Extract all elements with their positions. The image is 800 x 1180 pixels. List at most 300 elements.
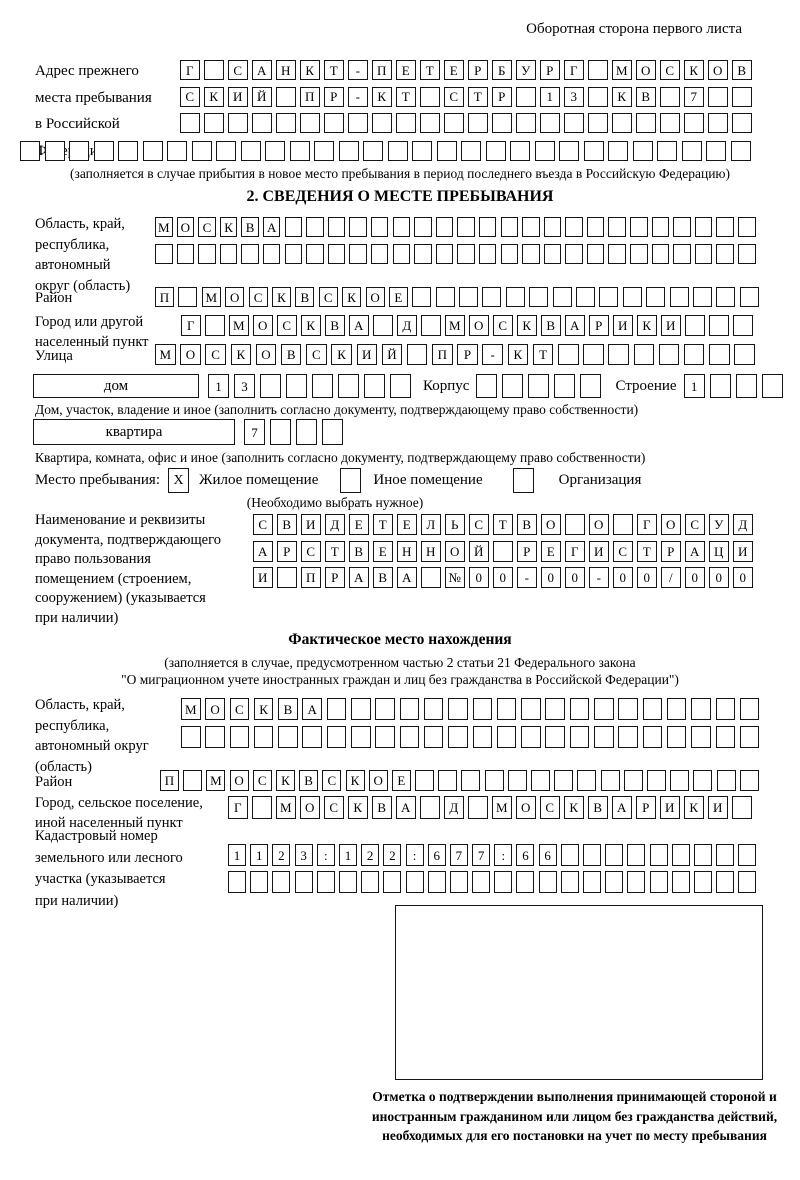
char-cell: К — [612, 87, 632, 107]
char-cell: О — [469, 315, 489, 336]
char-cell: М — [229, 315, 249, 336]
char-cell: А — [565, 315, 585, 336]
char-cell — [716, 844, 734, 866]
char-cell — [733, 315, 753, 336]
char-cell — [349, 244, 367, 264]
char-cell — [339, 141, 359, 161]
char-cell: 1 — [228, 844, 246, 866]
char-cell: С — [685, 514, 705, 535]
char-cell — [708, 87, 728, 107]
char-cell: Т — [325, 541, 345, 562]
char-cell — [276, 87, 296, 107]
char-cell — [285, 244, 303, 264]
char-cell — [421, 567, 441, 588]
char-cell — [290, 141, 310, 161]
char-cell — [693, 287, 712, 307]
char-cell — [618, 726, 638, 748]
label-line: документа, подтверждающего — [35, 531, 221, 548]
char-cell: В — [588, 796, 608, 819]
char-cell — [643, 726, 663, 748]
char-cell: В — [299, 770, 318, 791]
char-cell: Т — [468, 87, 488, 107]
char-cell — [577, 770, 596, 791]
actual-location-title: Фактическое место нахождения — [288, 631, 512, 648]
char-cell: И — [661, 315, 681, 336]
char-cell — [296, 419, 317, 445]
char-cell — [482, 287, 501, 307]
char-cell: П — [432, 344, 453, 365]
korpus-label: Корпус — [423, 377, 470, 394]
label-line: Область, край, — [35, 216, 125, 232]
char-cell — [493, 541, 513, 562]
char-cell: О — [369, 770, 388, 791]
char-cell: К — [254, 698, 274, 720]
char-cell — [436, 244, 454, 264]
char-cell: В — [281, 344, 302, 365]
char-cell — [583, 844, 601, 866]
stay-other-checkbox — [340, 468, 361, 493]
char-cell — [436, 217, 454, 237]
char-cell — [762, 374, 783, 398]
char-cell: Б — [492, 60, 512, 80]
document-row-2 — [253, 541, 753, 562]
char-cell — [667, 726, 687, 748]
char-cell: К — [204, 87, 224, 107]
char-cell: Н — [276, 60, 296, 80]
char-cell — [198, 244, 216, 264]
char-cell: С — [180, 87, 200, 107]
char-cell — [599, 287, 618, 307]
char-cell — [497, 726, 517, 748]
char-cell — [393, 244, 411, 264]
char-cell — [583, 871, 601, 893]
char-cell — [472, 871, 490, 893]
char-cell: 1 — [339, 844, 357, 866]
char-cell: 0 — [637, 567, 657, 588]
char-cell: М — [492, 796, 512, 819]
char-cell — [684, 344, 705, 365]
char-cell — [328, 217, 346, 237]
char-cell — [457, 244, 475, 264]
char-cell — [216, 141, 236, 161]
char-cell: - — [517, 567, 537, 588]
char-cell — [286, 374, 307, 398]
char-cell — [338, 374, 359, 398]
char-cell: Г — [228, 796, 248, 819]
char-cell — [468, 113, 488, 133]
char-cell — [424, 726, 444, 748]
cadastral-row-2 — [228, 871, 756, 893]
char-cell — [650, 871, 668, 893]
char-cell: Е — [392, 770, 411, 791]
char-cell: И — [660, 796, 680, 819]
char-cell — [673, 217, 691, 237]
char-cell — [584, 141, 604, 161]
char-cell: Р — [457, 344, 478, 365]
char-cell: М — [202, 287, 221, 307]
char-cell — [228, 871, 246, 893]
char-cell: К — [564, 796, 584, 819]
char-cell: О — [205, 698, 225, 720]
char-cell — [393, 217, 411, 237]
char-cell: № — [445, 567, 465, 588]
char-cell: Д — [444, 796, 464, 819]
char-cell — [205, 726, 225, 748]
char-cell — [406, 871, 424, 893]
char-cell: В — [373, 567, 393, 588]
actual-district-row — [160, 770, 759, 791]
char-cell: И — [357, 344, 378, 365]
char-cell — [652, 217, 670, 237]
char-cell: О — [445, 541, 465, 562]
char-cell: А — [349, 315, 369, 336]
label-line: республика, — [35, 717, 110, 734]
char-cell: 0 — [685, 567, 705, 588]
char-cell — [559, 141, 579, 161]
char-cell: Р — [589, 315, 609, 336]
label-line: право пользования — [35, 551, 151, 567]
char-cell — [608, 141, 628, 161]
char-cell — [565, 217, 583, 237]
char-cell: Т — [420, 60, 440, 80]
char-cell — [351, 698, 371, 720]
cadastral-rows — [228, 844, 756, 898]
char-cell — [400, 698, 420, 720]
cadastral-label — [35, 826, 225, 912]
char-cell — [738, 217, 756, 237]
label-line: Адрес прежнего — [35, 63, 139, 79]
char-cell: Н — [397, 541, 417, 562]
char-cell: Е — [349, 514, 369, 535]
street-row — [155, 344, 755, 365]
char-cell: 7 — [472, 844, 490, 866]
char-cell: Й — [469, 541, 489, 562]
char-cell — [708, 113, 728, 133]
char-cell — [254, 726, 274, 748]
document-label — [35, 511, 265, 628]
char-cell — [732, 87, 752, 107]
label-line: Город или другой — [35, 314, 144, 330]
char-cell: Т — [373, 514, 393, 535]
char-cell — [740, 287, 759, 307]
char-cell — [486, 141, 506, 161]
char-cell: К — [342, 287, 361, 307]
char-cell — [709, 315, 729, 336]
char-cell — [450, 871, 468, 893]
label-line: Город, сельское поселение, — [35, 795, 203, 811]
char-cell: 3 — [564, 87, 584, 107]
stay-organization-label: Организация — [558, 472, 642, 488]
char-cell: Е — [396, 60, 416, 80]
char-cell: 7 — [244, 419, 265, 445]
char-cell — [710, 374, 731, 398]
char-cell: Г — [181, 315, 201, 336]
char-cell — [178, 287, 197, 307]
char-cell: И — [301, 514, 321, 535]
char-cell — [373, 315, 393, 336]
char-cell: 0 — [469, 567, 489, 588]
char-cell — [285, 217, 303, 237]
char-cell — [181, 726, 201, 748]
char-cell — [691, 698, 711, 720]
char-cell: : — [317, 844, 335, 866]
label-line: сооружением) (указывается — [35, 590, 206, 606]
char-cell: 7 — [450, 844, 468, 866]
char-cell: : — [406, 844, 424, 866]
char-cell — [473, 698, 493, 720]
char-cell: А — [263, 217, 281, 237]
label-line: республика, — [35, 236, 110, 253]
stay-type-note: (Необходимо выбрать нужное) — [246, 495, 424, 510]
char-cell — [716, 217, 734, 237]
char-cell — [553, 287, 572, 307]
char-cell — [736, 374, 757, 398]
char-cell: О — [300, 796, 320, 819]
char-cell: Г — [565, 541, 585, 562]
char-cell — [204, 113, 224, 133]
actual-region-row-1 — [181, 698, 759, 720]
previous-address-row-4 — [20, 141, 751, 161]
char-cell — [228, 113, 248, 133]
char-cell: О — [516, 796, 536, 819]
section2-title: 2. СВЕДЕНИЯ О МЕСТЕ ПРЕБЫВАНИЯ — [246, 188, 554, 205]
char-cell: С — [444, 87, 464, 107]
char-cell — [351, 726, 371, 748]
char-cell — [565, 244, 583, 264]
label-line: при наличии) — [35, 609, 119, 626]
flat-number-cells — [244, 419, 343, 445]
char-cell — [476, 374, 497, 398]
char-cell — [396, 113, 416, 133]
char-cell: И — [589, 541, 609, 562]
char-cell — [20, 141, 40, 161]
char-cell — [716, 726, 736, 748]
char-cell: П — [372, 60, 392, 80]
char-cell: 0 — [709, 567, 729, 588]
char-cell — [535, 141, 555, 161]
char-cell: В — [325, 315, 345, 336]
char-cell — [420, 796, 440, 819]
char-cell — [204, 60, 224, 80]
char-cell: С — [301, 541, 321, 562]
char-cell: С — [469, 514, 489, 535]
char-cell: Л — [421, 514, 441, 535]
char-cell — [691, 726, 711, 748]
document-row-3 — [253, 567, 753, 588]
char-cell — [539, 871, 557, 893]
previous-address-row-2 — [180, 87, 752, 107]
char-cell — [740, 698, 760, 720]
char-cell: Е — [541, 541, 561, 562]
char-cell — [564, 113, 584, 133]
char-cell: И — [228, 87, 248, 107]
char-cell — [545, 698, 565, 720]
char-cell — [241, 244, 259, 264]
char-cell: К — [508, 344, 529, 365]
char-cell — [322, 419, 343, 445]
char-cell — [372, 113, 392, 133]
char-cell: П — [301, 567, 321, 588]
stroenie-cells — [684, 374, 783, 398]
char-cell — [494, 871, 512, 893]
char-cell — [436, 287, 455, 307]
confirmation-stamp-caption: Отметка о подтверждении выполнения принимающей стороной и иностранным гражданином или лицом без гражданства действий, необходимых для его постановки на учет по месту пребывания — [371, 1089, 778, 1143]
char-cell — [177, 244, 195, 264]
char-cell: Е — [397, 514, 417, 535]
char-cell — [270, 419, 291, 445]
char-cell — [732, 113, 752, 133]
char-cell — [608, 244, 626, 264]
char-cell: С — [324, 796, 344, 819]
char-cell — [306, 244, 324, 264]
char-cell: С — [306, 344, 327, 365]
previous-address-note: (заполняется в случае прибытия в новое место пребывания в период последнего въезда в Российскую Федерацию) — [69, 166, 731, 181]
char-cell: Г — [637, 514, 657, 535]
char-cell — [295, 871, 313, 893]
char-cell: О — [541, 514, 561, 535]
char-cell — [348, 113, 368, 133]
char-cell: Д — [397, 315, 417, 336]
label-line: иной населенный пункт — [35, 815, 183, 831]
char-cell: К — [684, 796, 704, 819]
char-cell — [587, 217, 605, 237]
char-cell — [636, 113, 656, 133]
char-cell — [415, 770, 434, 791]
char-cell: П — [155, 287, 174, 307]
char-cell: Р — [661, 541, 681, 562]
char-cell: 7 — [684, 87, 704, 107]
char-cell — [327, 726, 347, 748]
region-label — [35, 214, 160, 296]
char-cell: Ь — [445, 514, 465, 535]
char-cell — [437, 141, 457, 161]
region-row-1 — [155, 217, 756, 237]
char-cell — [734, 344, 755, 365]
char-cell — [695, 244, 713, 264]
char-cell — [501, 217, 519, 237]
char-cell — [516, 871, 534, 893]
char-cell: М — [276, 796, 296, 819]
char-cell — [540, 113, 560, 133]
char-cell — [390, 374, 411, 398]
char-cell — [717, 770, 736, 791]
char-cell — [613, 514, 633, 535]
char-cell — [459, 287, 478, 307]
actual-region-rows — [181, 698, 759, 754]
char-cell: - — [482, 344, 503, 365]
char-cell: К — [372, 87, 392, 107]
char-cell: К — [220, 217, 238, 237]
char-cell: С — [613, 541, 633, 562]
char-cell: К — [517, 315, 537, 336]
char-cell — [740, 726, 760, 748]
previous-address-row-1 — [180, 60, 752, 80]
char-cell: В — [541, 315, 561, 336]
char-cell — [388, 141, 408, 161]
char-cell: Р — [325, 567, 345, 588]
char-cell: В — [349, 541, 369, 562]
char-cell — [588, 60, 608, 80]
char-cell: М — [612, 60, 632, 80]
char-cell — [634, 344, 655, 365]
char-cell — [633, 141, 653, 161]
char-cell: К — [637, 315, 657, 336]
label-line: Кадастровый номер — [35, 828, 158, 844]
char-cell: К — [276, 770, 295, 791]
char-cell — [183, 770, 202, 791]
char-cell — [531, 770, 550, 791]
char-cell: Е — [373, 541, 393, 562]
actual-city-row — [228, 796, 752, 819]
char-cell — [241, 141, 261, 161]
char-cell — [448, 726, 468, 748]
label-line: автономный округ — [35, 738, 149, 754]
char-cell: 1 — [208, 374, 229, 398]
previous-address-rows — [180, 60, 752, 140]
char-cell — [583, 344, 604, 365]
char-cell: А — [685, 541, 705, 562]
char-cell — [694, 871, 712, 893]
char-cell: - — [348, 60, 368, 80]
district-row — [155, 287, 759, 307]
char-cell — [375, 726, 395, 748]
char-cell — [479, 244, 497, 264]
char-cell — [650, 844, 668, 866]
char-cell — [461, 770, 480, 791]
char-cell — [588, 113, 608, 133]
char-cell: В — [372, 796, 392, 819]
char-cell — [438, 770, 457, 791]
char-cell — [339, 871, 357, 893]
char-cell — [502, 374, 523, 398]
char-cell: С — [493, 315, 513, 336]
char-cell — [383, 871, 401, 893]
char-cell: К — [684, 60, 704, 80]
char-cell: С — [205, 344, 226, 365]
char-cell: М — [206, 770, 225, 791]
region-row-2 — [155, 244, 756, 264]
char-cell: И — [733, 541, 753, 562]
char-cell — [407, 344, 428, 365]
label-line: Наименование и реквизиты — [35, 512, 206, 528]
char-cell — [521, 698, 541, 720]
char-cell — [265, 141, 285, 161]
char-cell: : — [494, 844, 512, 866]
char-cell — [516, 87, 536, 107]
char-cell: Ц — [709, 541, 729, 562]
char-cell: А — [612, 796, 632, 819]
char-cell: О — [636, 60, 656, 80]
char-cell: - — [589, 567, 609, 588]
char-cell: О — [661, 514, 681, 535]
char-cell — [420, 87, 440, 107]
document-row-1 — [253, 514, 753, 535]
char-cell — [716, 244, 734, 264]
char-cell: С — [322, 770, 341, 791]
char-cell: 2 — [361, 844, 379, 866]
char-cell: А — [252, 60, 272, 80]
char-cell — [69, 141, 89, 161]
char-cell: К — [300, 60, 320, 80]
char-cell — [623, 287, 642, 307]
char-cell: М — [445, 315, 465, 336]
char-cell — [695, 217, 713, 237]
char-cell: А — [396, 796, 416, 819]
char-cell — [605, 871, 623, 893]
char-cell — [594, 698, 614, 720]
char-cell — [420, 113, 440, 133]
char-cell — [624, 770, 643, 791]
